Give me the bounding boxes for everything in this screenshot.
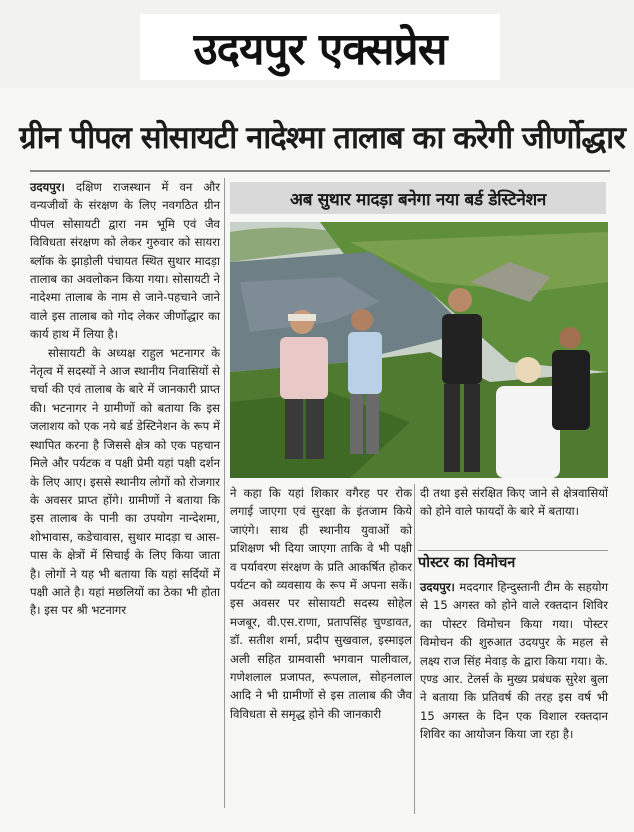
box-rule	[418, 550, 608, 551]
column-divider	[224, 178, 225, 808]
subheadline	[230, 182, 606, 214]
article-column-1	[30, 178, 220, 808]
photo-illustration	[230, 222, 608, 478]
article-paragraph-2: सोसायटी के अध्यक्ष राहुल भटनागर के नेतृत्व में सदस्यों ने आज स्थानीय निवासियों से चर्चा की एवं तालाब के बारे में जानकारी प्राप्त की। भटनागर ने ग्रामीणों को बताया कि इस जलाशय को एक नये बर्ड डेस्टिनेशन के रूप में स्थापित करना है जिससे क्षेत्र को एक पहचान मिले और पर्यटक व पक्षी प्रेमी यहां पक्षी दर्शन के लिए आए। इससे स्थानीय लोगों को रोजगार के अवसर प्राप्त होंगे। ग्रामीणों ने बताया कि इस तालाब के पानी का उपयोग नान्देशमा, शोभावास, कडेचावास, सुथार मादड़ा च आस-पास के क्षेत्रों में सिचाई के लिए किया जाता है। लोगों ने यह भी बताया कि यहां सर्दियों में पक्षी आते है। यहां मछलियों का ठेका भी होता है। इस पर श्री भटनागर	[30, 345, 220, 618]
subheadline-text: अब सुथार मादड़ा बनेगा नया बर्ड डेस्टिनेशन	[290, 189, 546, 210]
article-paragraph-4: दी तथा इसे संरक्षित किए जाने से क्षेत्रवासियों को होने वाले फायदों के बारे में बताया।	[420, 486, 608, 519]
article-paragraph-3: ने कहा कि यहां शिकार वगैरह पर रोक लगाई जाएगा एवं सुरक्षा के इंतजाम किये जाएंगे। साथ ही स्थानीय युवाओं को प्रशिक्षण भी दिया जाएगा ताकि वे भी पक्षी व पर्यावरण संरक्षण के प्रति आकर्षित होकर पर्यटन को व्यवसाय के रूप में अपना सकें। इस अवसर पर सोसायटी सदस्य सोहेल मजबूर, वी.एस.राणा, प्रतापसिंह चुण्डावत, डॉ. सतीश शर्मा, प्रदीप सुखवाल, इस्माइल अली सहित ग्रामवासी भगवान पालीवाल, गणेशलाल प्रजापत, रूपलाल, सोहनलाल आदि ने भी ग्रामीणों से इस तालाब की जैव विविधता से समृद्ध होने की जानकारी	[230, 486, 412, 721]
box-paragraph: मददगार हिन्दुस्तानी टीम के सहयोग से 15 अगस्त को होने वाले रक्तदान शिविर का पोस्टर विमोचन किया गया। पोस्टर विमोचन की शुरुआत उदयपुर के महल से लक्ष्य राज सिंह मेवाड़ के द्वारा किया गया। के. एण्ड आर. टेलर्स के मुख्य प्रबंधक सुरेश बुला ने बताया कि प्रतिवर्ष की तरह इस वर्ष भी 15 अगस्त के दिन एक विशाल रक्तदान शिविर का आयोजन किया जा रहा है।	[420, 580, 608, 742]
headline-rule	[30, 170, 610, 172]
news-photo	[230, 222, 608, 478]
article-column-2	[230, 484, 412, 814]
box-heading-text: पोस्टर का विमोचन	[418, 555, 516, 571]
headline-text: ग्रीन पीपल सोसायटी नादेश्मा तालाब का करेगी जीर्णोद्धार	[19, 120, 625, 156]
box-dateline: उदयपुर।	[420, 580, 455, 594]
article-paragraph-1: दक्षिण राजस्थान में वन और वन्यजीवों के संरक्षण के लिए नवगठित ग्रीन पीपल सोसायटी द्वारा नम भूमि एवं जैव विविधता संरक्षण को लेकर गुरुवार को सायरा ब्लॉक के झाड़ोली पंचायत स्थित सुथार मादड़ा तालाब का अवलोकन किया गया। सोसायटी ने नादेश्मा तालाब के नाम से जाने-पहचाने जाने वाले इस तालाब को गोद लेकर जीर्णोद्धार का कार्य हाथ में लिया है।	[30, 180, 220, 342]
column-divider-2	[414, 484, 415, 814]
box-heading	[418, 552, 608, 576]
masthead-title: उदयपुर एक्सप्रेस	[193, 24, 447, 75]
article-column-3	[420, 484, 608, 548]
box-story	[420, 578, 608, 814]
headline	[19, 108, 625, 166]
dateline: उदयपुर।	[30, 180, 65, 194]
masthead	[140, 14, 500, 80]
